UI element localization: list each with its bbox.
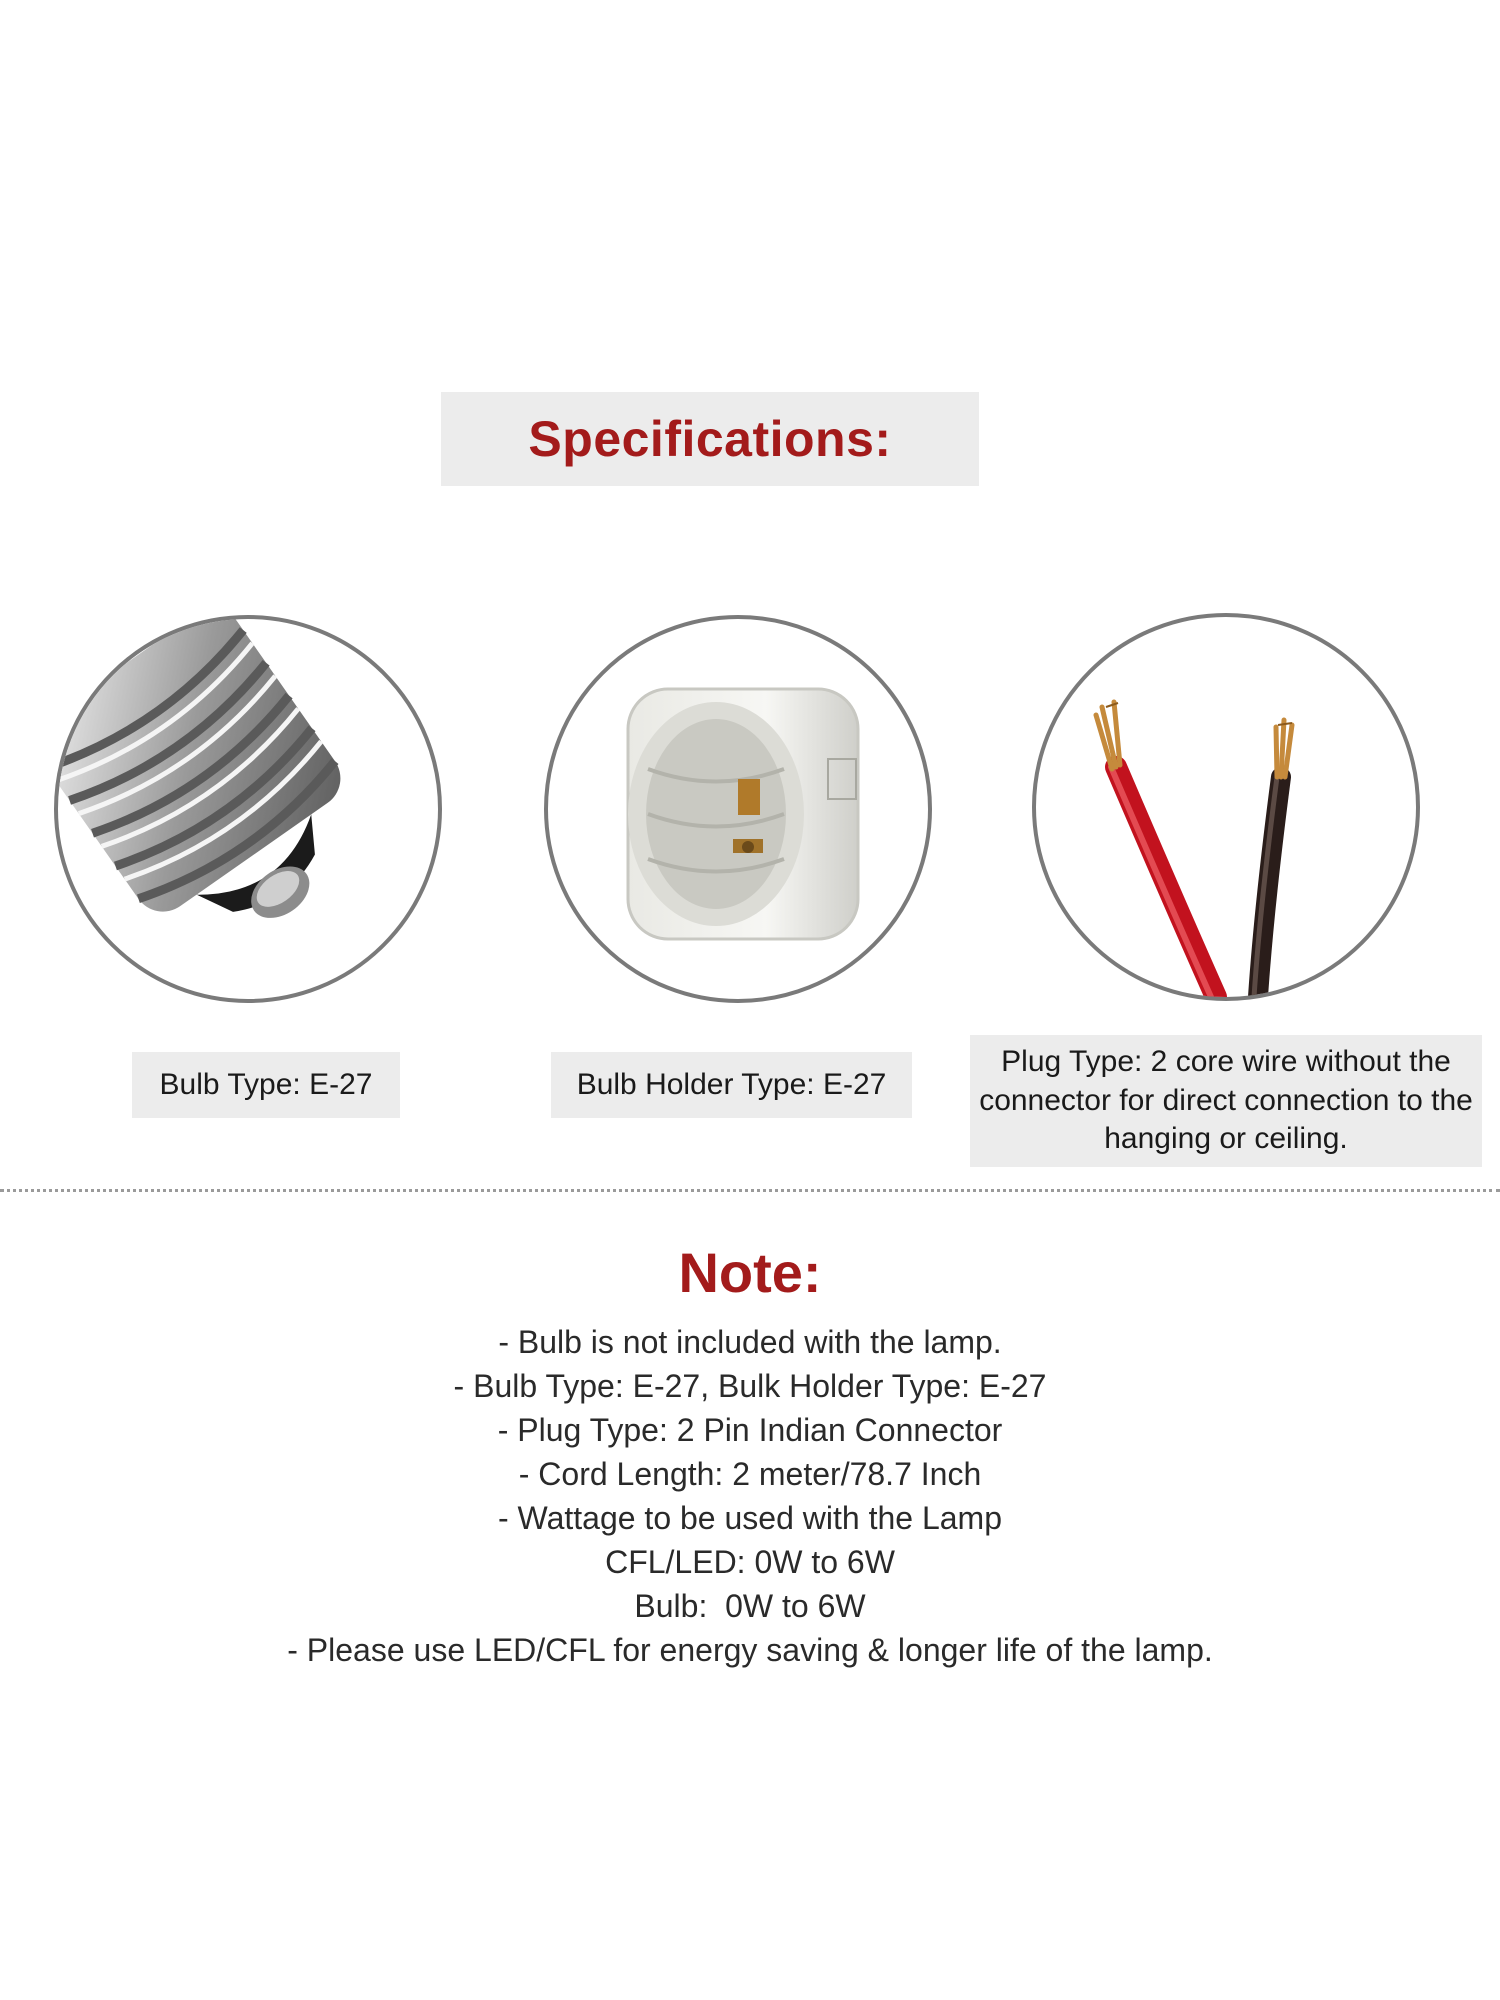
two-core-wire-icon — [1036, 617, 1416, 997]
bulb-holder-icon — [548, 619, 928, 999]
plug-type-text: Plug Type: 2 core wire without the connector for direct connection to the hanging or ceiling. — [979, 1045, 1473, 1156]
dotted-divider — [0, 1189, 1500, 1192]
note-list — [0, 1320, 1500, 1672]
plug-type-label — [970, 1035, 1482, 1167]
specifications-title: Specifications: — [528, 411, 892, 467]
plug-type-image — [1032, 613, 1420, 1001]
note-line: - Plug Type: 2 Pin Indian Connector — [497, 1412, 1003, 1448]
note-line: CFL/LED: 0W to 6W — [605, 1544, 895, 1580]
bulb-holder-type-label — [551, 1052, 912, 1118]
note-line: - Bulb is not included with the lamp. — [498, 1324, 1002, 1360]
bulb-type-label — [132, 1052, 400, 1118]
note-line: - Cord Length: 2 meter/78.7 Inch — [518, 1456, 982, 1492]
note-line: Bulb: 0W to 6W — [634, 1588, 866, 1624]
note-title: Note: — [678, 1241, 822, 1304]
bulb-type-text: Bulb Type: E-27 — [159, 1067, 373, 1101]
bulb-holder-image — [544, 615, 932, 1003]
note-line: - Bulb Type: E-27, Bulk Holder Type: E-27 — [453, 1368, 1047, 1404]
bulb-screw-base-icon — [58, 619, 438, 999]
note-line: - Please use LED/CFL for energy saving & longer life of the lamp. — [287, 1632, 1213, 1668]
note-line: - Wattage to be used with the Lamp — [498, 1500, 1002, 1536]
bulb-holder-type-text: Bulb Holder Type: E-27 — [576, 1067, 887, 1101]
bulb-type-image — [54, 615, 442, 1003]
specifications-header — [441, 392, 979, 486]
